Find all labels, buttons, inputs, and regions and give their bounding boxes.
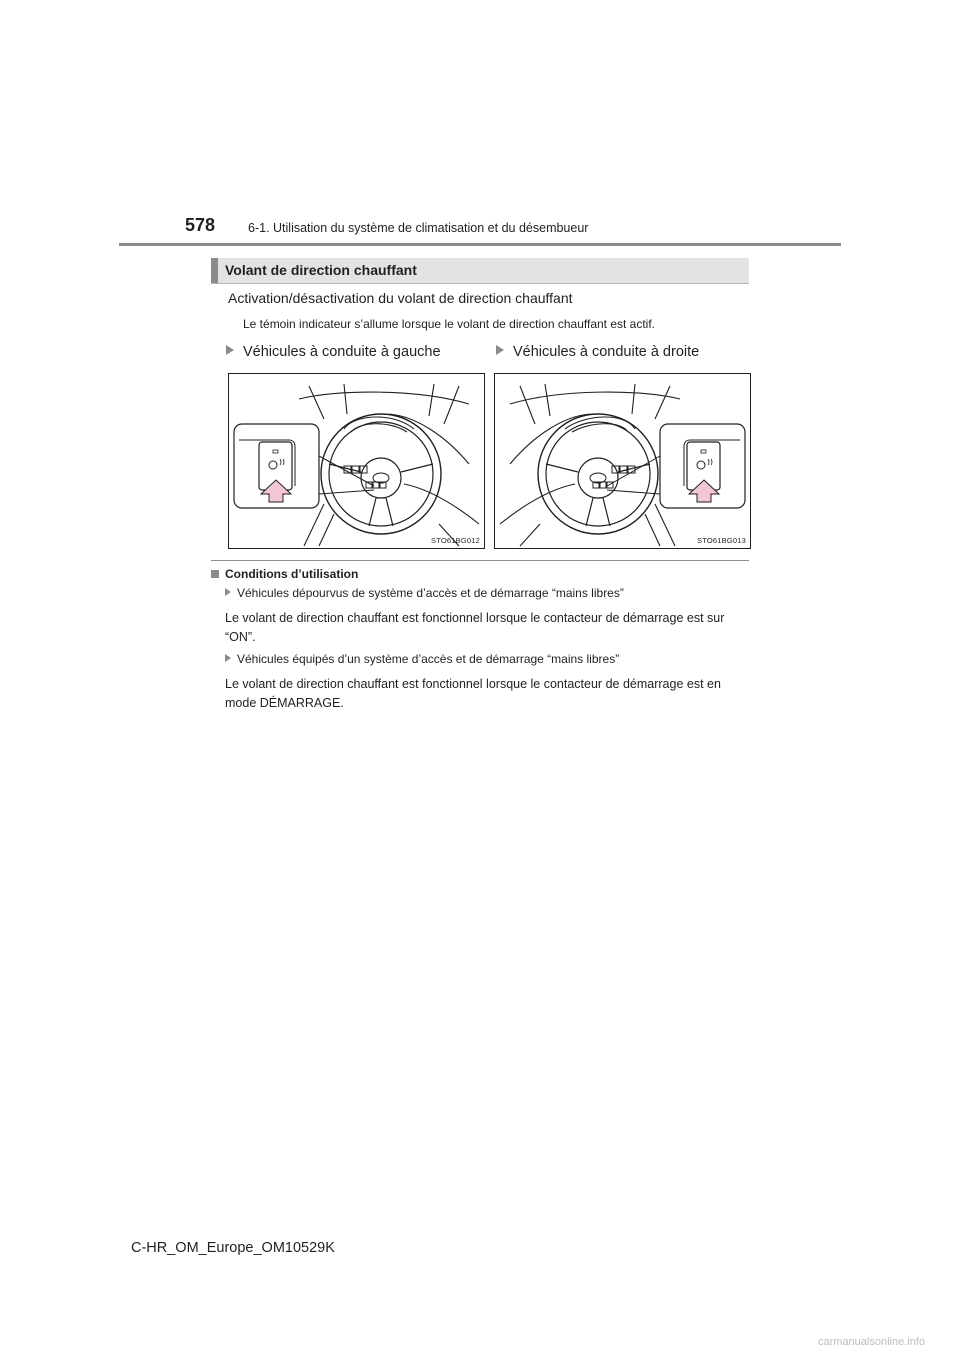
- dashboard-drawing-right: [495, 374, 750, 548]
- section-title: Volant de direction chauffant: [225, 262, 417, 278]
- triangle-bullet-icon: [496, 345, 504, 355]
- triangle-bullet-icon: [225, 654, 231, 662]
- indicator-note: Le témoin indicateur s’allume lorsque le volant de direction chauffant est actif.: [243, 317, 656, 331]
- condition-2-text: Le volant de direction chauffant est fonctionnel lorsque le contacteur de démarrage est en mode DÉMARRAGE.: [225, 677, 721, 710]
- illustration-code-right: STO61BG013: [697, 536, 746, 545]
- triangle-bullet-icon: [225, 588, 231, 596]
- illustration-code-left: STO61BG012: [431, 536, 480, 545]
- page-number: 578: [185, 215, 216, 235]
- illustration-right-hand-drive: [494, 373, 751, 549]
- illustration-left-hand-drive: [228, 373, 485, 549]
- square-bullet-icon: [211, 570, 219, 578]
- condition-1-label-text: Véhicules dépourvus de système d’accès et de démarrage “mains libres”: [237, 586, 624, 600]
- activation-text: Activation/désactivation du volant de direction chauffant: [228, 290, 573, 306]
- variant-left-label: Véhicules à conduite à gauche: [243, 344, 441, 360]
- condition-1-label: [225, 586, 624, 600]
- section-heading-bar: [211, 258, 749, 284]
- condition-2-label: [225, 652, 619, 666]
- dashboard-drawing-left: [229, 374, 484, 548]
- conditions-heading-label: Conditions d’utilisation: [225, 567, 359, 581]
- subsection-rule: [211, 560, 749, 561]
- section-accent: [211, 258, 218, 283]
- watermark: carmanualsonline.info: [818, 1336, 926, 1348]
- chapter-title: 6-1. Utilisation du système de climatisation et du désembueur: [248, 221, 589, 235]
- header-rule: [119, 243, 841, 246]
- footer-document-id: C-HR_OM_Europe_OM10529K: [131, 1240, 335, 1256]
- variant-right-label: Véhicules à conduite à droite: [513, 344, 700, 360]
- steering-wheel-icon: [321, 414, 441, 534]
- triangle-bullet-icon: [226, 345, 234, 355]
- variant-right-hand: [496, 344, 699, 360]
- variant-left-hand: [226, 344, 441, 360]
- condition-2-label-text: Véhicules équipés d’un système d’accès et de démarrage “mains libres”: [237, 652, 620, 666]
- conditions-heading: [211, 567, 358, 581]
- steering-wheel-icon: [538, 414, 658, 534]
- condition-1-text: Le volant de direction chauffant est fonctionnel lorsque le contacteur de démarrage est sur “ON”.: [225, 611, 725, 644]
